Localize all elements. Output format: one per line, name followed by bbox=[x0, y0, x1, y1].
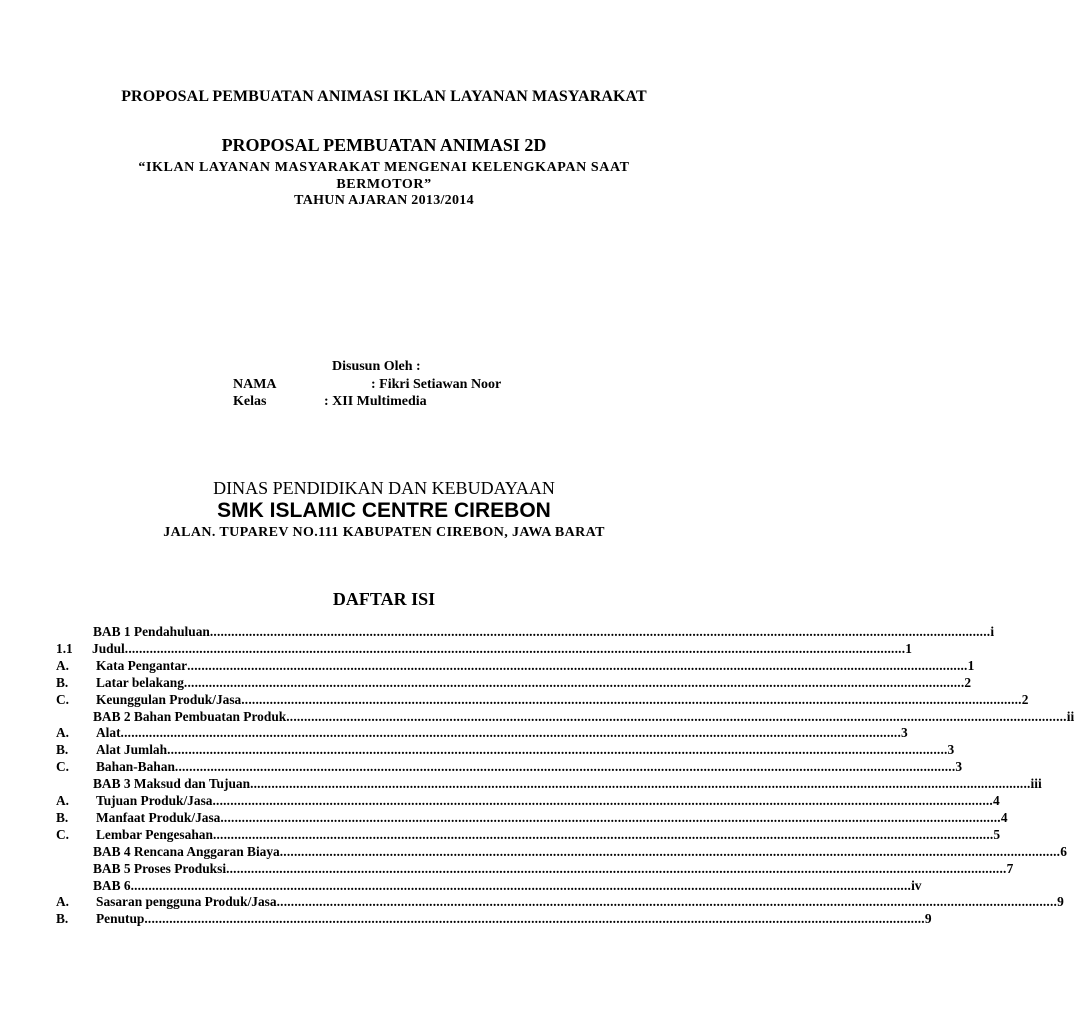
toc-leader-dots: ............................................................................................................................................................................................................................ bbox=[226, 860, 1007, 876]
toc-leader-dots: ............................................................................................................................................................................................................................ bbox=[174, 759, 956, 775]
toc-entry bbox=[0, 742, 955, 759]
toc-entry bbox=[0, 826, 1001, 844]
toc-leader-dots: ............................................................................................................................................................................................................................ bbox=[130, 877, 912, 893]
toc-entry bbox=[0, 911, 932, 928]
toc-leader-dots: ............................................................................................................................................................................................................................ bbox=[279, 843, 1061, 859]
disusun-oleh: Disusun Oleh : bbox=[332, 359, 421, 374]
toc-entry bbox=[0, 877, 922, 895]
toc-leader-dots: ............................................................................................................................................................................................................................ bbox=[124, 640, 906, 656]
toc-leader-dots: ............................................................................................................................................................................................................................ bbox=[167, 742, 948, 758]
toc-entry-page: 1 bbox=[967, 657, 975, 673]
toc-entry-marker: C. bbox=[56, 826, 70, 842]
nama-label: NAMA bbox=[233, 377, 277, 392]
toc-leader-dots: ............................................................................................................................................................................................................................ bbox=[286, 708, 1067, 724]
toc-entry-marker: 1.1 bbox=[56, 640, 73, 656]
toc-entry-marker: B. bbox=[56, 809, 69, 825]
toc-entry-title: BAB 1 Pendahuluan bbox=[93, 624, 210, 639]
toc-entry-title: Manfaat Produk/Jasa bbox=[96, 809, 221, 825]
toc-leader-dots: ............................................................................................................................................................................................................................ bbox=[241, 691, 1022, 707]
toc-entry-title: Alat bbox=[96, 725, 121, 741]
school-address: JALAN. TUPAREV NO.111 KABUPATEN CIREBON, JAWA BARAT bbox=[163, 525, 605, 540]
subtitle: “IKLAN LAYANAN MASYARAKAT MENGENAI KELENGKAPAN SAAT BERMOTOR” bbox=[138, 160, 630, 192]
toc-entry-page: 7 bbox=[1006, 860, 1014, 876]
kelas-value: : XII Multimedia bbox=[324, 394, 427, 409]
toc-entry-page: 4 bbox=[992, 793, 1000, 808]
top-title: PROPOSAL PEMBUATAN ANIMASI IKLAN LAYANAN MASYARAKAT bbox=[121, 88, 647, 105]
toc-leader-dots: ............................................................................................................................................................................................................................ bbox=[120, 725, 902, 741]
toc-entry-page: i bbox=[990, 624, 995, 639]
toc-entry-marker: A. bbox=[56, 725, 70, 741]
nama-value: : Fikri Setiawan Noor bbox=[371, 377, 502, 392]
toc-entry-title: BAB 3 Maksud dan Tujuan bbox=[93, 776, 251, 792]
toc-leader-dots: ............................................................................................................................................................................................................................ bbox=[183, 674, 965, 690]
toc-entry-title: BAB 4 Rencana Anggaran Biaya bbox=[93, 843, 280, 859]
toc-entry-page: 4 bbox=[1000, 809, 1008, 825]
toc-entry bbox=[0, 708, 1074, 726]
toc-entry bbox=[0, 691, 1029, 709]
toc-entry-page: 5 bbox=[993, 826, 1001, 842]
toc-entry-title: Tujuan Produk/Jasa bbox=[96, 793, 213, 808]
toc-entry-marker: C. bbox=[56, 759, 70, 775]
toc-leader-dots: ............................................................................................................................................................................................................................ bbox=[212, 826, 994, 842]
toc-entry bbox=[0, 793, 1000, 810]
toc-entry-title: Judul bbox=[92, 640, 125, 656]
toc-heading: DAFTAR ISI bbox=[332, 589, 436, 609]
toc-entry-marker: A. bbox=[56, 657, 70, 673]
toc-entry-marker: B. bbox=[56, 911, 69, 927]
toc-entry-title: BAB 5 Proses Produksi bbox=[93, 860, 227, 876]
toc-leader-dots: ............................................................................................................................................................................................................................ bbox=[144, 911, 925, 927]
toc-entry-page: 2 bbox=[1021, 691, 1029, 707]
toc-entry bbox=[0, 640, 912, 658]
toc-entry bbox=[0, 725, 908, 742]
toc-entry-marker: A. bbox=[56, 793, 70, 808]
toc-entry-title: Bahan-Bahan bbox=[96, 759, 175, 775]
toc-entry-title: Alat Jumlah bbox=[96, 742, 168, 758]
toc-entry-page: 3 bbox=[947, 742, 955, 758]
institution-department: DINAS PENDIDIKAN DAN KEBUDAYAAN bbox=[213, 478, 555, 498]
toc-entry bbox=[0, 776, 1042, 793]
toc-entry-title: BAB 2 Bahan Pembuatan Produk bbox=[93, 708, 287, 724]
toc-entry-marker: B. bbox=[56, 674, 69, 690]
academic-year: TAHUN AJARAN 2013/2014 bbox=[294, 193, 474, 208]
toc-entry bbox=[0, 860, 1014, 878]
toc-entry-marker: B. bbox=[56, 742, 69, 758]
toc-entry-marker: A. bbox=[56, 894, 70, 910]
toc-entry-page: ii bbox=[1066, 708, 1074, 724]
toc-entry bbox=[0, 674, 972, 692]
toc-entry bbox=[0, 657, 975, 675]
toc-entry-page: 1 bbox=[905, 640, 912, 656]
toc-entry-title: Keunggulan Produk/Jasa bbox=[96, 691, 242, 707]
toc-entry-title: Sasaran pengguna Produk/Jasa bbox=[96, 894, 277, 910]
toc-entry-title: Lembar Pengesahan bbox=[96, 826, 213, 842]
toc-entry-page: 9 bbox=[1057, 894, 1064, 910]
toc-entry-page: iii bbox=[1030, 776, 1042, 792]
toc-leader-dots: ............................................................................................................................................................................................................................ bbox=[209, 624, 991, 639]
toc-entry-page: iv bbox=[911, 877, 922, 893]
toc-leader-dots: ............................................................................................................................................................................................................................ bbox=[250, 776, 1031, 792]
toc-entry-title: BAB 6 bbox=[93, 877, 131, 893]
toc-entry-page: 3 bbox=[901, 725, 908, 741]
toc-entry-page: 2 bbox=[964, 674, 972, 690]
kelas-label: Kelas bbox=[233, 394, 267, 409]
toc-entry-page: 6 bbox=[1060, 843, 1067, 859]
toc-entry bbox=[0, 843, 1067, 861]
toc-entry-title: Kata Pengantar bbox=[96, 657, 188, 673]
toc-leader-dots: ............................................................................................................................................................................................................................ bbox=[276, 894, 1058, 910]
school-name: SMK ISLAMIC CENTRE CIREBON bbox=[217, 499, 551, 522]
toc-entry-page: 3 bbox=[955, 759, 963, 775]
toc-entry bbox=[0, 624, 995, 641]
toc-entry-title: Latar belakang bbox=[96, 674, 184, 690]
toc-leader-dots: ............................................................................................................................................................................................................................ bbox=[187, 657, 968, 673]
toc-entry bbox=[0, 894, 1064, 911]
toc-entry-page: 9 bbox=[924, 911, 932, 927]
toc-entry bbox=[0, 809, 1008, 827]
toc-entry-marker: C. bbox=[56, 691, 70, 707]
toc-leader-dots: ............................................................................................................................................................................................................................ bbox=[212, 793, 993, 808]
toc-entry-title: Penutup bbox=[96, 911, 145, 927]
toc-entry bbox=[0, 759, 963, 776]
main-title: PROPOSAL PEMBUATAN ANIMASI 2D bbox=[221, 135, 547, 155]
toc-leader-dots: ............................................................................................................................................................................................................................ bbox=[220, 809, 1001, 825]
